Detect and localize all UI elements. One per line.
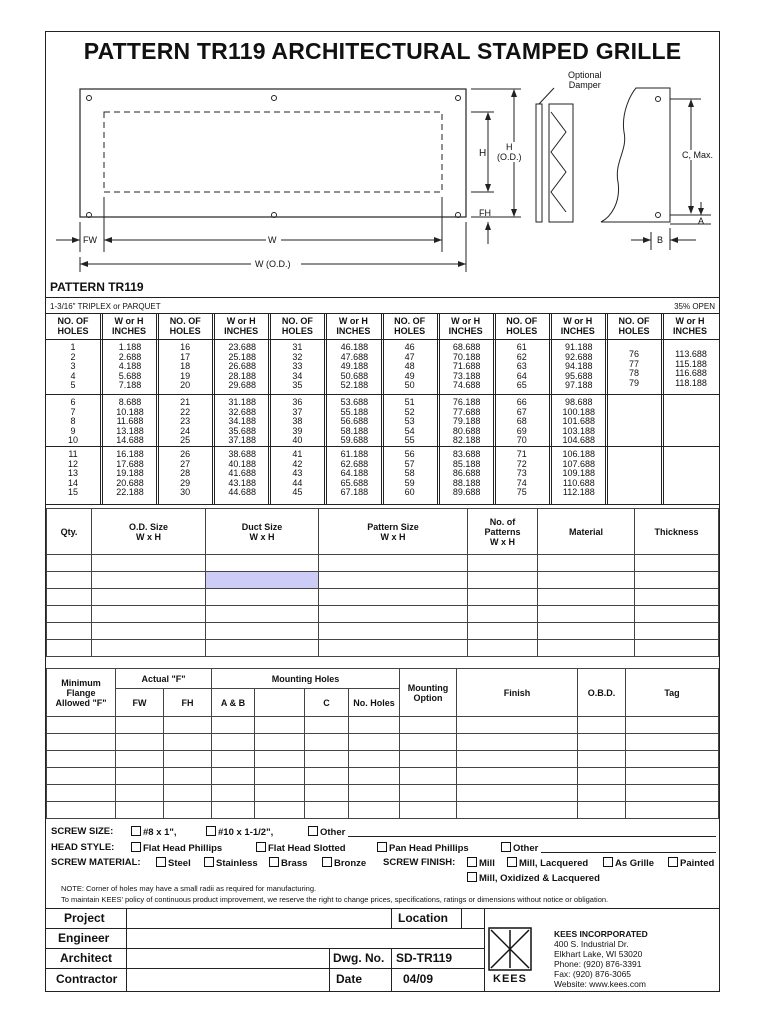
col-qty: Qty.	[47, 509, 92, 555]
company-fax: Fax: (920) 876-3065	[554, 969, 632, 979]
highlighted-cell[interactable]	[206, 572, 319, 589]
table-row[interactable]	[47, 572, 719, 589]
inches-list: 8.688 10.188 11.688 13.188 14.688	[116, 397, 144, 445]
inches-header: W or H INCHES	[672, 316, 707, 336]
w-od-label: W (O.D.)	[255, 259, 291, 269]
holes-header: NO. OF HOLES	[618, 316, 650, 336]
inches-list: 1.188 2.688 4.188 5.688 7.188	[118, 342, 142, 390]
holes-header: NO. OF HOLES	[281, 316, 313, 336]
hole-count-list: 56 57 58 59 60	[404, 449, 415, 497]
checkbox-icon	[501, 842, 511, 852]
inches-header: W or H INCHES	[111, 316, 146, 336]
contractor-label: Contractor	[56, 972, 118, 986]
inches-list: 23.688 25.188 26.688 28.188 29.688	[228, 342, 256, 390]
dwg-no-label: Dwg. No.	[333, 951, 385, 965]
checkbox-icon	[269, 857, 279, 867]
checkbox-icon	[206, 826, 216, 836]
checkbox-icon	[507, 857, 517, 867]
col-material: Material	[538, 509, 635, 555]
inches-list: 106.188 107.688 109.188 110.688 112.188	[562, 449, 596, 497]
col-ab: A & B	[212, 689, 255, 717]
hole-count-list: 26 27 28 29 30	[180, 449, 191, 497]
mounting-table	[46, 668, 719, 819]
hole-count-list: 41 42 43 44 45	[292, 449, 303, 497]
head-other-field[interactable]	[541, 852, 716, 853]
pattern-material: 1-3/16" TRIPLEX or PARQUET	[50, 302, 161, 311]
date-value: 04/09	[403, 972, 434, 986]
table-row[interactable]	[47, 717, 719, 734]
screw-material-label: SCREW MATERIAL:	[51, 857, 141, 868]
inches-list: 76.188 77.688 79.188 80.688 82.188	[452, 397, 481, 445]
head-flat-phillips-checkbox[interactable]: Flat Head Phillips	[131, 842, 222, 854]
table-row[interactable]	[47, 623, 719, 640]
page-title: PATTERN TR119 ARCHITECTURAL STAMPED GRILLE	[83, 38, 682, 64]
project-field[interactable]	[128, 910, 388, 926]
hole-count-list: 16 17 18 19 20	[180, 342, 191, 390]
holes-header: NO. OF HOLES	[169, 316, 201, 336]
order-table	[46, 508, 719, 657]
checkbox-icon	[131, 826, 141, 836]
head-other-checkbox[interactable]: Other	[501, 842, 538, 854]
kees-logo-icon	[488, 927, 532, 971]
inches-list: 53.688 55.188 56.688 58.188 59.688	[340, 397, 369, 445]
inches-header: W or H INCHES	[224, 316, 259, 336]
size-other-field[interactable]	[348, 836, 716, 837]
mat-brass-checkbox[interactable]: Brass	[269, 857, 307, 869]
inches-list: 83.688 85.188 86.688 88.188 89.688	[452, 449, 481, 497]
dwg-no-value: SD-TR119	[396, 951, 453, 965]
col-c: C	[305, 689, 349, 717]
col-fh: FH	[164, 689, 212, 717]
table-row[interactable]	[47, 734, 719, 751]
hole-count-list: 71 72 73 74 75	[516, 449, 527, 497]
col-fw: FW	[116, 689, 164, 717]
hole-count-list: 1 2 3 4 5	[70, 342, 76, 390]
company-phone: Phone: (920) 876-3391	[554, 959, 642, 969]
fin-mill-checkbox[interactable]: Mill	[467, 857, 495, 869]
inches-list: 61.188 62.688 64.188 65.688 67.188	[340, 449, 369, 497]
col-od-size: O.D. Size W x H	[92, 509, 206, 555]
checkbox-icon	[204, 857, 214, 867]
checkbox-icon	[467, 872, 477, 882]
grille-drawing	[46, 32, 721, 272]
fin-painted-checkbox[interactable]: Painted	[668, 857, 714, 869]
inches-header: W or H INCHES	[560, 316, 595, 336]
screw-finish-label: SCREW FINISH:	[383, 857, 456, 868]
h-od-label: H (O.D.)	[497, 142, 522, 162]
table-row[interactable]	[47, 751, 719, 768]
table-row[interactable]	[47, 802, 719, 819]
hole-count-list: 66 67 68 69 70	[516, 397, 527, 445]
c-max-label: C, Max.	[682, 150, 714, 160]
hole-count-list: 11 12 13 14 15	[67, 449, 78, 497]
col-obd: O.B.D.	[578, 669, 626, 717]
b-label: B	[657, 235, 664, 245]
optional-damper-label: Optional Damper	[568, 70, 602, 90]
checkbox-icon	[467, 857, 477, 867]
hole-count-list: 36 37 38 39 40	[292, 397, 303, 445]
fin-mill-lacquered-checkbox[interactable]: Mill, Lacquered	[507, 857, 588, 869]
inches-list: 38.688 40.188 41.688 43.188 44.688	[228, 449, 256, 497]
size-8-checkbox[interactable]: #8 x 1",	[131, 826, 177, 838]
mat-bronze-checkbox[interactable]: Bronze	[322, 857, 366, 869]
table-row[interactable]	[47, 589, 719, 606]
company-website[interactable]: Website: www.kees.com	[554, 979, 646, 989]
hole-count-list: 76 77 78 79	[628, 349, 639, 388]
col-duct-size: Duct Size W x H	[206, 509, 319, 555]
fw-label: FW	[83, 235, 97, 245]
fin-as-grille-checkbox[interactable]: As Grille	[603, 857, 654, 869]
kees-logo-text: KEES	[493, 973, 527, 985]
company-name: KEES INCORPORATED	[554, 929, 648, 939]
inches-list: 98.688 100.188 101.688 103.188 104.688	[562, 397, 596, 445]
company-city: Elkhart Lake, WI 53020	[554, 949, 643, 959]
project-label: Project	[64, 911, 105, 925]
table-row[interactable]	[47, 640, 719, 657]
col-thickness: Thickness	[635, 509, 719, 555]
checkbox-icon	[256, 842, 266, 852]
hole-count-list: 6 7 8 9 10	[67, 397, 78, 445]
col-tag: Tag	[626, 669, 719, 717]
head-flat-slotted-checkbox[interactable]: Flat Head Slotted	[256, 842, 346, 854]
hole-count-list: 21 22 23 24 25	[180, 397, 191, 445]
col-mounting-option: Mounting Option	[400, 669, 457, 717]
holes-header: NO. OF HOLES	[394, 316, 426, 336]
table-row[interactable]	[47, 606, 719, 623]
engineer-field[interactable]	[128, 930, 478, 946]
inches-list: 91.188 92.688 94.188 95.688 97.188	[565, 342, 593, 390]
checkbox-icon	[156, 857, 166, 867]
col-no-patterns: No. of Patterns W x H	[468, 509, 538, 555]
screw-size-label: SCREW SIZE:	[51, 826, 114, 837]
checkbox-icon	[322, 857, 332, 867]
col-no-holes: No. Holes	[349, 689, 400, 717]
col-finish: Finish	[457, 669, 578, 717]
fin-mill-oxidized-checkbox[interactable]: Mill, Oxidized & Lacquered	[467, 872, 600, 884]
inches-list: 46.188 47.688 49.188 50.688 52.188	[340, 342, 369, 390]
date-label: Date	[336, 972, 363, 986]
company-address: 400 S. Industrial Dr.	[554, 939, 629, 949]
note-radii: NOTE: Corner of holes may have a small radii as required for manufacturing.	[61, 884, 317, 893]
inches-list: 31.188 32.688 34.188 35.688 37.188	[228, 397, 256, 445]
col-min-flange: Minimum Flange Allowed "F"	[47, 669, 116, 717]
w-label: W	[268, 235, 277, 245]
size-other-checkbox[interactable]: Other	[308, 826, 345, 838]
hole-count-list: 61 62 63 64 65	[516, 342, 527, 390]
col-mounting-holes: Mounting Holes	[212, 669, 400, 689]
open-percent: 35% OPEN	[674, 302, 715, 311]
head-style-label: HEAD STYLE:	[51, 842, 115, 853]
h-label: H	[479, 148, 487, 159]
inches-list: 68.688 70.188 71.688 73.188 74.688	[452, 342, 481, 390]
col-pattern-size: Pattern Size W x H	[319, 509, 468, 555]
mat-steel-checkbox[interactable]: Steel	[156, 857, 191, 869]
hole-count-list: 51 52 53 54 55	[404, 397, 415, 445]
checkbox-icon	[668, 857, 678, 867]
checkbox-icon	[377, 842, 387, 852]
head-pan-phillips-checkbox[interactable]: Pan Head Phillips	[377, 842, 469, 854]
engineer-label: Engineer	[58, 931, 110, 945]
inches-header: W or H INCHES	[448, 316, 483, 336]
a-label: A	[698, 216, 705, 226]
pattern-title: PATTERN TR119	[50, 280, 144, 294]
location-label: Location	[398, 911, 448, 925]
note-policy: To maintain KEES' policy of continuous product improvement, we reserve the right to change prices, specifications, ratings or dimensions without notice or obligation.	[61, 895, 609, 904]
size-10-checkbox[interactable]: #10 x 1-1/2",	[206, 826, 273, 838]
table-row[interactable]	[47, 555, 719, 572]
fh-label: FH	[479, 208, 491, 218]
hole-count-list: 46 47 48 49 50	[404, 342, 415, 390]
table-row[interactable]	[47, 768, 719, 785]
architect-label: Architect	[60, 951, 113, 965]
holes-header: NO. OF HOLES	[57, 316, 89, 336]
table-row[interactable]	[47, 785, 719, 802]
inches-list: 113.688 115.188 116.688 118.188	[675, 349, 707, 388]
checkbox-icon	[308, 826, 318, 836]
col-actual-f: Actual "F"	[116, 669, 212, 689]
inches-list: 16.188 17.688 19.188 20.688 22.188	[116, 449, 144, 497]
checkbox-icon	[131, 842, 141, 852]
checkbox-icon	[603, 857, 613, 867]
drawing-sheet	[45, 31, 720, 992]
holes-header: NO. OF HOLES	[506, 316, 538, 336]
mat-stainless-checkbox[interactable]: Stainless	[204, 857, 258, 869]
inches-header: W or H INCHES	[336, 316, 371, 336]
hole-count-list: 31 32 33 34 35	[292, 342, 303, 390]
